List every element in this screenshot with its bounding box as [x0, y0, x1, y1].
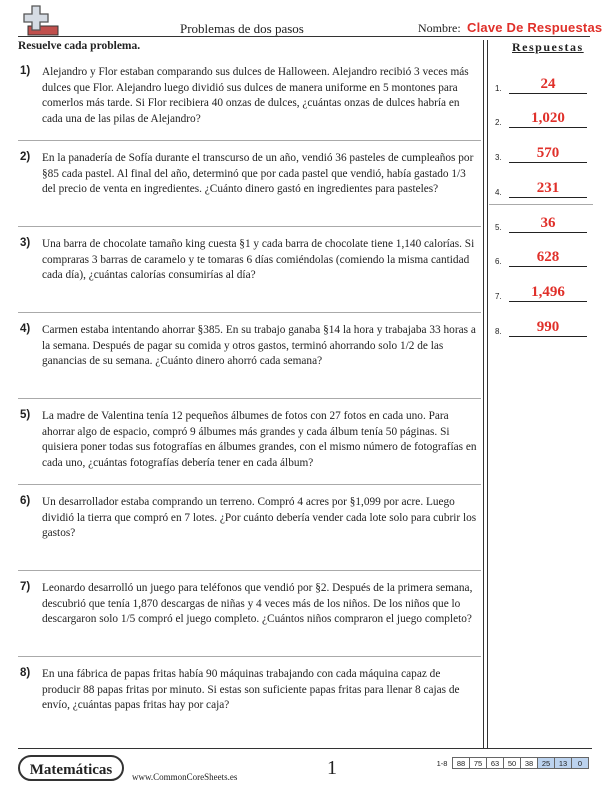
score-cell: 0: [572, 758, 589, 769]
plus-logo-icon: [18, 4, 60, 38]
answer-value: 628: [536, 249, 560, 265]
problem-number: 4): [20, 323, 31, 335]
column-divider: [483, 40, 484, 748]
answer-value: 24: [540, 76, 556, 92]
answer-number: 5.: [495, 223, 502, 232]
problem-number: 2): [20, 151, 31, 163]
answer-line: [509, 162, 587, 163]
answer-value: 1,496: [531, 284, 565, 300]
problem-number: 5): [20, 409, 31, 421]
answer-6: [495, 243, 593, 267]
problem-text: Un desarrollador estaba comprando un terreno. Compró 4 acres por §1,099 por acre. Luego dividió la tierra que compró en 7 lotes. ¿Por cuánto debería vender cada lote solo para cubrir los gastos?: [42, 496, 477, 539]
answer-value: 990: [536, 319, 560, 335]
score-cell: 25: [538, 758, 555, 769]
score-cell: 13: [555, 758, 572, 769]
name-label: Nombre:: [418, 21, 461, 35]
answer-value: 570: [536, 145, 560, 161]
problem-text: Alejandro y Flor estaban comparando sus dulces de Halloween. Alejandro recibió 3 veces más dulces que Flor. Alejandro luego dividió sus dulces de manera uniforme en 5 montones para comerlos más tarde. Si Flor recibiera 40 onzas de dulces, ¿cuántas onzas de dulces habría en cada una de las pilas de Alejandro?: [42, 66, 469, 125]
problem-text: En la panadería de Sofía durante el transcurso de un año, vendió 36 pasteles de cumpleaños por §85 cada pastel. Al final del año, determinó que por cada pastel que vendió, había gastado 1/3 del precio de venta en ingredientes. ¿Cuánto dinero gastó en ingredientes para pasteles?: [42, 152, 474, 195]
score-label: 1-8: [436, 758, 448, 768]
problem-number: 7): [20, 581, 31, 593]
score-cell: 63: [487, 758, 504, 769]
problem-number: 6): [20, 495, 31, 507]
answer-separator: [489, 204, 593, 205]
answer-2: [495, 104, 593, 128]
answer-value: 1,020: [531, 110, 565, 126]
answer-line: [509, 93, 587, 94]
answer-number: 3.: [495, 153, 502, 162]
page-title: Problemas de dos pasos: [180, 21, 304, 36]
problem-text: En una fábrica de papas fritas había 90 máquinas trabajando con cada máquina capaz de producir 88 papas fritas por minuto. Si estas son suficiente papas fritas para llenar 8 cajas de envío, ¿cuántas papas fritas hay por caja?: [42, 668, 460, 711]
score-cell: 75: [470, 758, 487, 769]
answer-number: 1.: [495, 84, 502, 93]
answer-line: [509, 336, 587, 337]
problem-number: 3): [20, 237, 31, 249]
answer-number: 6.: [495, 257, 502, 266]
column-divider: [487, 40, 488, 748]
answer-number: 8.: [495, 327, 502, 336]
answer-8: [495, 313, 593, 337]
answer-7: [495, 278, 593, 302]
answer-line: [509, 301, 587, 302]
answers-title: Respuestas: [512, 40, 584, 54]
answer-value: 231: [536, 180, 560, 196]
problem-text: Una barra de chocolate tamaño king cuesta §1 y cada barra de chocolate tiene 1,140 calorías. Si compraras 3 barras de caramelo y te tomaras 6 días comiéndolas (comiendo la misma cantidad cada día), ¿cuántas calorías consumirías al día?: [42, 238, 475, 281]
problem-text: La madre de Valentina tenía 12 pequeños álbumes de fotos con 27 fotos en cada uno. Para ahorrar algo de espacio, compró 9 álbumes más grandes y cada álbum tenía 50 páginas. Si quisiera poner todas sus fotografías en álbumes grandes, con el mismo número de fotografías en cada uno, ¿cuántas fotografías debería tener en cada álbum?: [42, 410, 477, 469]
score-table: [434, 757, 589, 769]
problem-number: 1): [20, 65, 31, 77]
answer-number: 2.: [495, 118, 502, 127]
answer-line: [509, 266, 587, 267]
answer-3: [495, 139, 593, 163]
brand-badge: Matemáticas: [18, 755, 124, 781]
site-url: www.CommonCoreSheets.es: [132, 772, 238, 782]
problem-text: Leonardo desarrolló un juego para teléfonos que vendió por §2. Después de la primera semana, descubrió que tenía 1,870 descargas de niñas y 4 veces más de los niños. De los niños que lo descargaron solo 1/5 compró el juego completo. ¿Cuántos niños compraron el juego completo?: [42, 582, 473, 625]
answer-number: 7.: [495, 292, 502, 301]
name-value: Clave De Respuestas: [467, 20, 603, 35]
header-divider: [18, 36, 590, 37]
answer-4: [495, 174, 593, 198]
answer-line: [509, 197, 587, 198]
problem-text: Carmen estaba intentando ahorrar §385. En su trabajo ganaba §14 la hora y trabajaba 33 horas a la semana. Después de pagar su comida y otros gastos, terminó ahorrando solo 1/2 de las ganancias de su semana. ¿Cuánto dinero ahorró cada semana?: [42, 324, 476, 367]
answer-5: [495, 209, 593, 233]
answer-line: [509, 232, 587, 233]
score-cell: 50: [504, 758, 521, 769]
score-cell: 38: [521, 758, 538, 769]
footer-divider: [18, 748, 592, 749]
problem-number: 8): [20, 667, 31, 679]
answer-1: [495, 70, 593, 94]
answer-value: 36: [540, 215, 556, 231]
instructions: Resuelve cada problema.: [18, 40, 141, 52]
answer-line: [509, 127, 587, 128]
answer-number: 4.: [495, 188, 502, 197]
page-number: 1: [327, 757, 337, 779]
score-cell: 88: [453, 758, 470, 769]
